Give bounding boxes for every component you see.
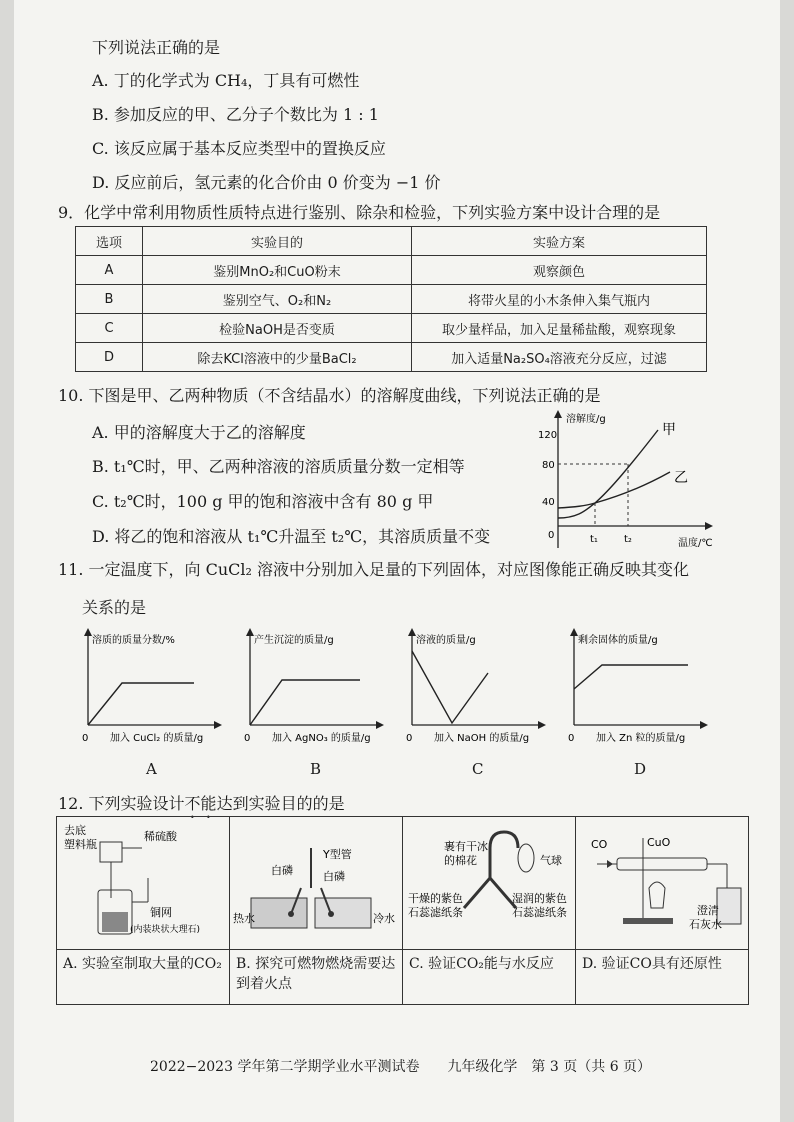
page-footer: 2022−2023 学年第二学期学业水平测试卷 九年级化学 第 3 页（共 6 页） [150,1059,652,1075]
q8-option-b: B. 参加反应的甲、乙分子个数比为 1 : 1 [92,105,379,124]
label: 湿润的紫色 [512,892,567,905]
q11-letter-d: D [634,760,647,778]
q12-apparatus-a [57,817,230,950]
table-cell: 鉴别MnO₂和CuO粉末 [143,256,412,285]
q12-stem-pre: 12. 下列实验设计 [58,794,185,813]
table-row [76,285,707,314]
label: 石蕊滤纸条 [408,906,463,919]
q11-graph-b [238,625,398,750]
q10-stem: 10. 下图是甲、乙两种物质（不含结晶水）的溶解度曲线，下列说法正确的是 [58,386,601,405]
label: 的棉花 [444,854,477,867]
table-cell: C [76,314,143,343]
graph-origin: 0 [406,733,413,744]
q8-option-c: C. 该反应属于基本反应类型中的置换反应 [92,139,386,158]
label: 稀硫酸 [144,830,177,843]
q11-graph-a [76,625,236,750]
graph-xlabel: 加入 AgNO₃ 的质量/g [272,733,371,744]
graph-xlabel: 加入 CuCl₂ 的质量/g [110,733,204,744]
label: CuO [647,836,671,849]
table-cell: 取少量样品，加入足量稀盐酸，观察现象 [412,314,707,343]
q12-apparatus-c [403,817,576,950]
q11-letter-b: B [310,760,322,778]
graph-origin: 0 [244,733,251,744]
label: 石灰水 [689,918,722,931]
label: 白磷 [323,870,345,883]
label: Y型管 [323,848,352,861]
q12-table [56,816,749,1005]
q12-caption-c: C. 验证CO₂能与水反应 [403,950,576,1005]
q12-caption-d: D. 验证CO具有还原性 [576,950,749,1005]
label: 裹有干冰 [444,840,488,853]
q10-option-b: B. t₁℃时，甲、乙两种溶液的溶质质量分数一定相等 [92,457,465,476]
q11-stem-line2: 关系的是 [82,598,147,617]
table-row [76,256,707,285]
q11-letter-c: C [472,760,484,778]
solubility-graph [530,408,730,558]
graph-ylabel: 剩余固体的质量/g [578,635,658,646]
q11-graph-d [562,625,722,750]
label: 去底 [64,824,86,837]
q11-stem-line1: 11. 一定温度下，向 CuCl₂ 溶液中分别加入足量的下列固体，对应图像能正确反映其变化 [58,560,690,579]
xtick-t1: t₁ [590,534,598,545]
table-cell: 除去KCl溶液中的少量BaCl₂ [143,343,412,372]
label: 澄清 [697,904,719,917]
q8-option-a: A. 丁的化学式为 CH₄，丁具有可燃性 [92,71,360,90]
q8-stem: 下列说法正确的是 [92,38,221,57]
q12-apparatus-b [230,817,403,950]
ytick-0: 0 [548,530,555,541]
label: 干燥的紫色 [408,892,463,905]
q8-option-d: D. 反应前后，氢元素的化合价由 0 价变为 −1 价 [92,173,441,192]
q12-apparatus-d [576,817,749,950]
graph-xlabel: 温度/℃ [678,538,713,549]
graph-ylabel: 溶质的质量分数/% [92,635,175,646]
label: 气球 [540,854,562,867]
table-cell: 将带火星的小木条伸入集气瓶内 [412,285,707,314]
graph-xlabel: 加入 Zn 粒的质量/g [596,733,686,744]
series-jia-label: 甲 [662,422,676,438]
table-cell: 观察颜色 [412,256,707,285]
q11-graph-c [400,625,560,750]
label: 石蕊滤纸条 [512,906,567,919]
table-cell: A [76,256,143,285]
q9-stem: 9．化学中常利用物质性质特点进行鉴别、除杂和检验，下列实验方案中设计合理的是 [58,203,661,222]
ytick-120: 120 [538,430,558,441]
table-row [76,343,707,372]
q10-option-d: D. 将乙的饱和溶液从 t₁℃升温至 t₂℃，其溶质质量不变 [92,527,491,546]
q10-option-a: A. 甲的溶解度大于乙的溶解度 [92,423,306,442]
table-cell: B [76,285,143,314]
label: 白磷 [271,864,293,877]
label: 塑料瓶 [64,838,97,851]
graph-ylabel: 溶解度/g [566,414,606,425]
table-header: 实验目的 [143,227,412,256]
table-header: 选项 [76,227,143,256]
label: 铜网 [150,906,172,919]
q9-table [75,226,707,372]
graph-ylabel: 产生沉淀的质量/g [254,635,334,646]
graph-origin: 0 [568,733,575,744]
q12-stem-post: 达到实验目的的是 [216,794,345,813]
label: (内装块状大理石) [130,925,201,935]
table-header-row [76,227,707,256]
table-cell: 检验NaOH是否变质 [143,314,412,343]
graph-ylabel: 溶液的质量/g [416,635,476,646]
ytick-40: 40 [542,497,555,508]
q11-letter-a: A [146,760,157,778]
graph-xlabel: 加入 NaOH 的质量/g [434,733,530,744]
table-header: 实验方案 [412,227,707,256]
q12-stem-emphasis: 不能 [184,794,217,813]
label: CO [591,838,608,851]
q10-option-c: C. t₂℃时，100 g 甲的饱和溶液中含有 80 g 甲 [92,492,434,511]
xtick-t2: t₂ [624,534,632,545]
table-cell: D [76,343,143,372]
graph-origin: 0 [82,733,89,744]
label: 热水 [233,912,255,925]
q12-caption-b: B. 探究可燃物燃烧需要达到着火点 [230,950,403,1005]
label: 冷水 [373,912,395,925]
table-cell: 鉴别空气、O₂和N₂ [143,285,412,314]
table-cell: 加入适量Na₂SO₄溶液充分反应，过滤 [412,343,707,372]
ytick-80: 80 [542,460,555,471]
series-yi-label: 乙 [674,470,688,486]
q12-caption-a: A. 实验室制取大量的CO₂ [57,950,230,1005]
table-row [76,314,707,343]
